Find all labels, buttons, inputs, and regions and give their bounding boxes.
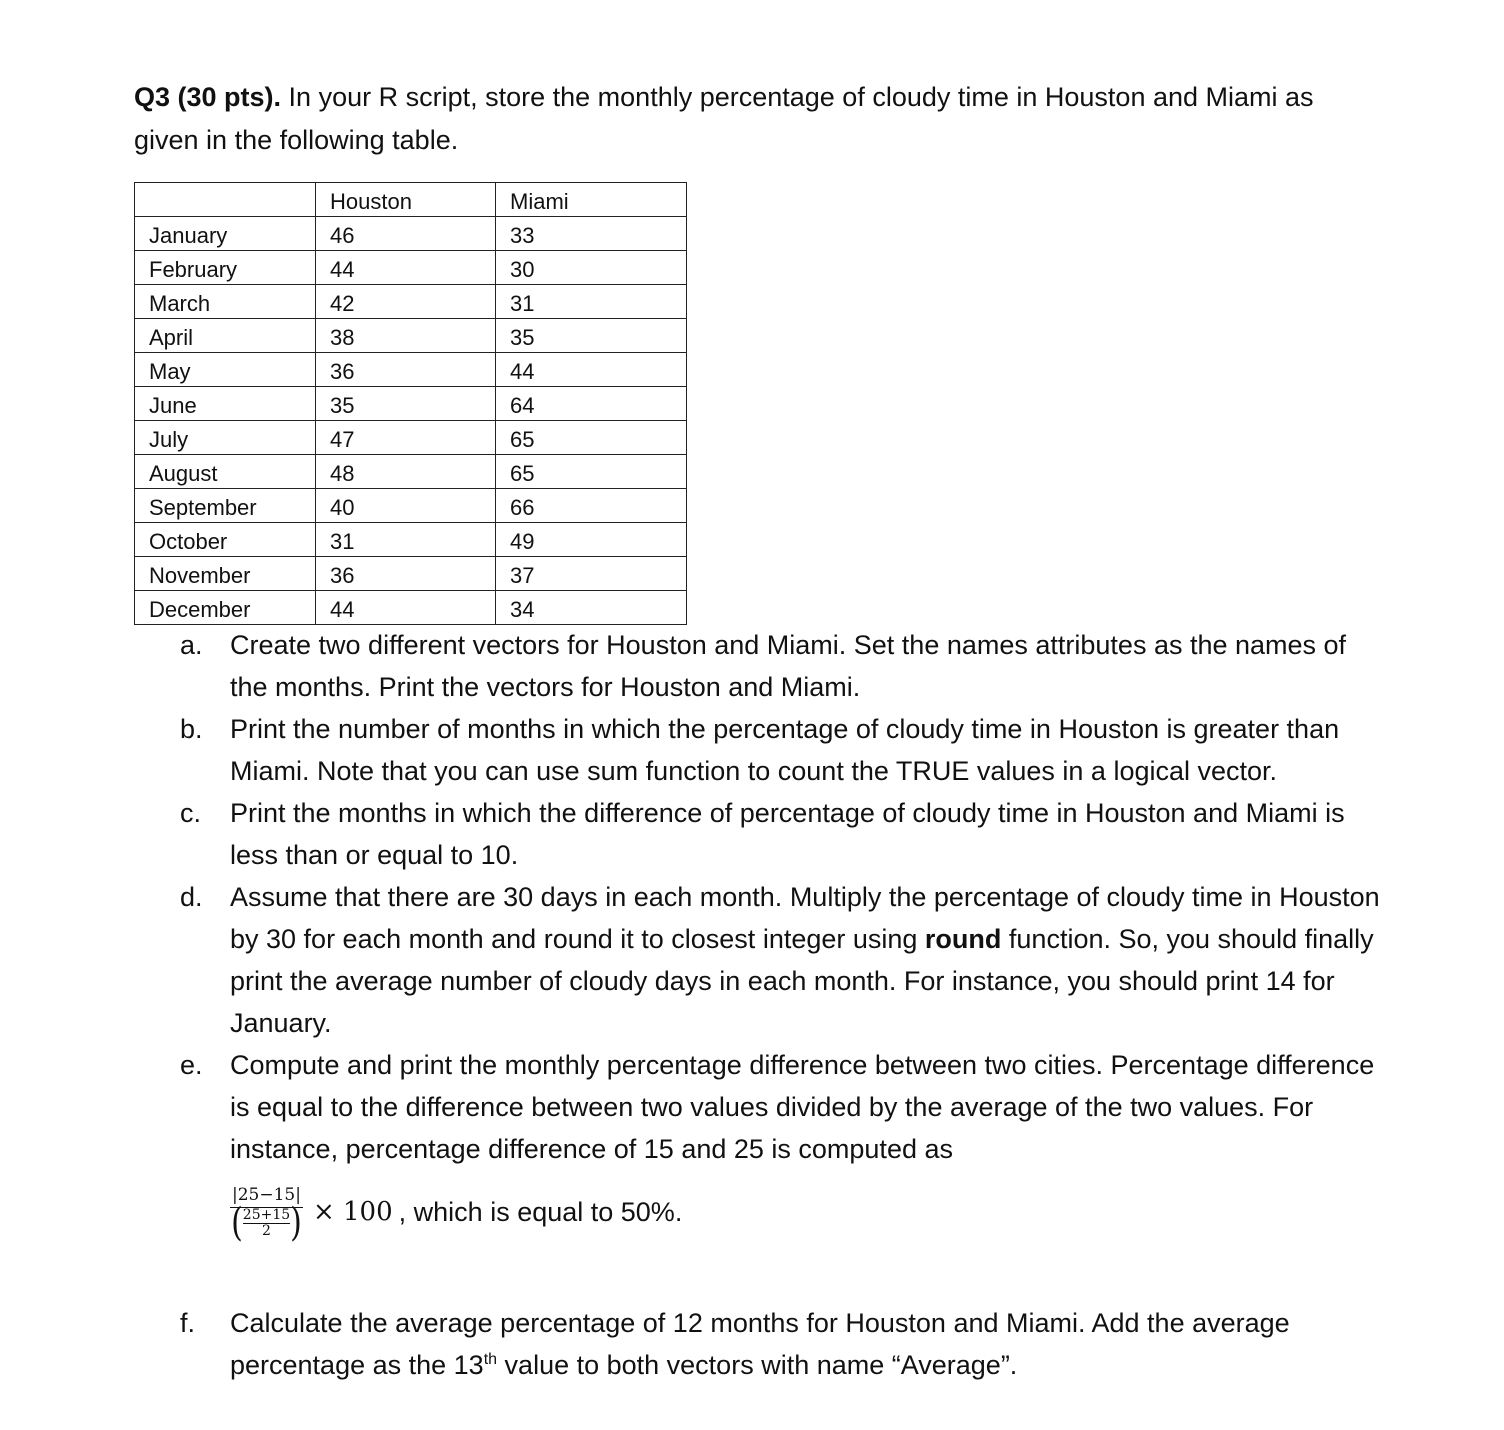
right-paren-icon: )	[290, 1200, 302, 1246]
part-b	[180, 708, 1380, 792]
table-cell: 40	[316, 489, 496, 523]
formula-average	[243, 1208, 290, 1239]
table-cell: March	[135, 285, 316, 319]
question-label: Q3 (30 pts).	[134, 82, 282, 112]
average-denominator: 2	[262, 1223, 271, 1239]
table-cell: 64	[496, 387, 687, 421]
table-cell: November	[135, 557, 316, 591]
table-cell: 65	[496, 421, 687, 455]
table-row	[135, 591, 687, 625]
table-cell: 48	[316, 455, 496, 489]
table-cell: 36	[316, 557, 496, 591]
table-cell: 38	[316, 319, 496, 353]
table-cell: 34	[496, 591, 687, 625]
question-parts	[180, 624, 1380, 1386]
table-row	[135, 251, 687, 285]
table-row	[135, 421, 687, 455]
part-marker: a.	[180, 630, 203, 660]
table-cell: 33	[496, 217, 687, 251]
table-row	[135, 319, 687, 353]
table-cell: December	[135, 591, 316, 625]
average-numerator: 25+15	[242, 1207, 291, 1223]
table-row	[135, 217, 687, 251]
table-cell: 66	[496, 489, 687, 523]
formula-times: × 100	[312, 1197, 393, 1227]
part-e	[180, 1044, 1380, 1302]
table-cell: January	[135, 217, 316, 251]
left-paren-icon: (	[231, 1200, 243, 1246]
table-row	[135, 387, 687, 421]
part-marker: e.	[180, 1050, 203, 1080]
formula-numerator: |25−15|	[230, 1185, 303, 1208]
table-cell: 37	[496, 557, 687, 591]
table-cell: 42	[316, 285, 496, 319]
table-cell: June	[135, 387, 316, 421]
part-text: Print the months in which the difference of percentage of cloudy time in Houston and Miami is less than or equal to 10.	[230, 798, 1345, 870]
table-cell: 47	[316, 421, 496, 455]
table-row	[135, 557, 687, 591]
table-cell: Miami	[496, 183, 687, 217]
round-keyword: round	[924, 924, 1002, 954]
table-cell: July	[135, 421, 316, 455]
part-text-tail: value to both vectors with name “Average”.	[497, 1350, 1018, 1380]
formula-tail: , which is equal to 50%.	[398, 1197, 683, 1227]
part-f	[180, 1302, 1380, 1386]
table-cell: 36	[316, 353, 496, 387]
table-cell: 44	[316, 591, 496, 625]
table-row	[135, 353, 687, 387]
table-cell: May	[135, 353, 316, 387]
table-cell: 31	[316, 523, 496, 557]
table-cell: October	[135, 523, 316, 557]
part-marker: b.	[180, 714, 203, 744]
percentage-difference-formula	[230, 1172, 1380, 1252]
table-cell: 35	[316, 387, 496, 421]
table-cell: 65	[496, 455, 687, 489]
formula-fraction	[230, 1185, 303, 1246]
part-d	[180, 876, 1380, 1044]
part-c	[180, 792, 1380, 876]
part-text: Create two different vectors for Houston and Miami. Set the names attributes as the names of the months. Print the vectors for Houston and Miami.	[230, 630, 1347, 702]
table-cell: 49	[496, 523, 687, 557]
part-text: Print the number of months in which the percentage of cloudy time in Houston is greater than Miami. Note that you can use sum function to count the TRUE values in a logical vector.	[230, 714, 1340, 786]
table-cell: Houston	[316, 183, 496, 217]
table-cell: August	[135, 455, 316, 489]
part-text: Assume that there are 30 days in each month. Multiply the percentage of cloudy time in Houston by 30 for each month and round it to closest integer using	[230, 882, 1380, 954]
part-text: Compute and print the monthly percentage difference between two cities. Percentage difference is equal to the difference between two values divided by the average of the two values. For instance, percentage difference of 15 and 25 is computed as	[230, 1050, 1375, 1164]
part-marker: d.	[180, 882, 203, 912]
part-marker: c.	[180, 798, 202, 828]
table-cell: 35	[496, 319, 687, 353]
table-cell: 31	[496, 285, 687, 319]
table-row	[135, 285, 687, 319]
table-cell	[135, 183, 316, 217]
superscript-th: th	[483, 1351, 498, 1368]
table-cell: 44	[496, 353, 687, 387]
part-text-tail: function. So, you should finally print the average number of cloudy days in each month. For instance, you should print 14 for January.	[230, 924, 1374, 1038]
table-row	[135, 489, 687, 523]
table-cell: 46	[316, 217, 496, 251]
formula-denominator	[231, 1200, 302, 1246]
table-row	[135, 455, 687, 489]
part-marker: f.	[180, 1308, 196, 1338]
cloudy-time-table	[134, 182, 687, 625]
table-cell: April	[135, 319, 316, 353]
part-a	[180, 624, 1380, 708]
table-cell: 30	[496, 251, 687, 285]
question-text: In your R script, store the monthly percentage of cloudy time in Houston and Miami as given in the following table.	[134, 82, 1314, 155]
question-intro	[134, 76, 1364, 162]
table-cell: 44	[316, 251, 496, 285]
table-cell: September	[135, 489, 316, 523]
part-text: Calculate the average percentage of 12 months for Houston and Miami. Add the average percentage as the 13	[230, 1308, 1290, 1380]
table-cell: February	[135, 251, 316, 285]
table-row	[135, 523, 687, 557]
table-row	[135, 183, 687, 217]
